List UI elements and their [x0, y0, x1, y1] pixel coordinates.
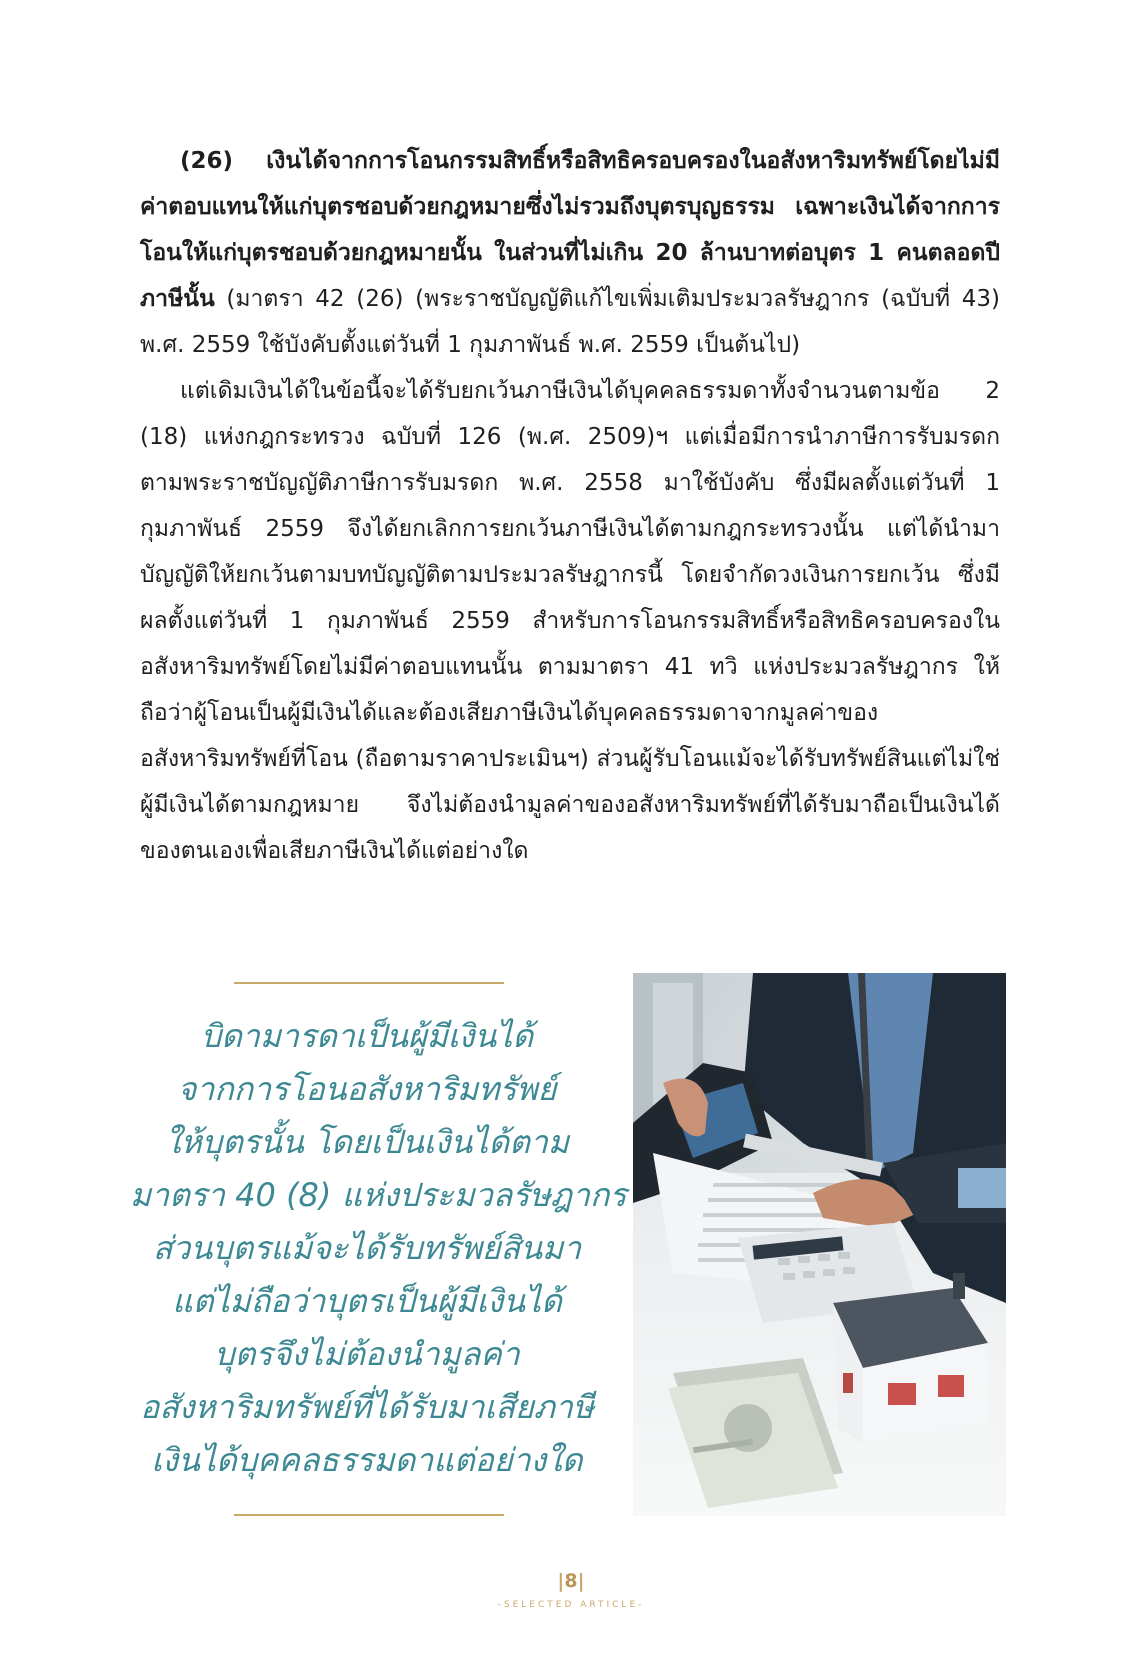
pull-quote-line: ให้บุตรนั้น โดยเป็นเงินได้ตาม — [165, 1123, 569, 1161]
page-number: |8| — [557, 1570, 585, 1592]
page-number-value: 8 — [564, 1570, 578, 1592]
pull-quote-line: ส่วนบุตรแม้จะได้รับทรัพย์สินมา — [152, 1229, 582, 1267]
photo-illustration — [633, 973, 1006, 1516]
pull-quote-line: มาตรา 40 (8) แห่งประมวลรัษฎากร — [130, 1176, 627, 1214]
pull-quote-line: แต่ไม่ถือว่าบุตรเป็นผู้มีเงินได้ — [172, 1282, 562, 1320]
pull-quote-line: อสังหาริมทรัพย์ที่ได้รับมาเสียภาษี — [140, 1388, 594, 1426]
pull-quote-line: บิดามารดาเป็นผู้มีเงินได้ — [200, 1017, 534, 1055]
paragraph-26-heading: (26) เงินได้จากการโอนกรรมสิทธิ์หรือสิทธิครอบครองในอสังหาริมทรัพย์โดยไม่มีค่าตอบแทนให้แก่บุตรชอบด้วยกฎหมายซึ่งไม่รวมถึงบุตรบุญธรรม เฉพาะเงินได้จากการโอนให้แก่บุตรชอบด้วยกฎหมายนั้น ในส่วนที่ไม่เกิน 20 ล้านบาทต่อบุตร 1 คนตลอดปีภาษีนั้น — [140, 148, 1000, 312]
section-caption: -SELECTED ARTICLE- — [497, 1600, 645, 1610]
pull-quote-line: จากการโอนอสังหาริมทรัพย์ — [177, 1070, 557, 1108]
quote-divider-bottom — [234, 1514, 504, 1516]
pull-quote — [130, 1010, 627, 1487]
pull-quote-line: บุตรจึงไม่ต้องนำมูลค่า — [214, 1335, 520, 1373]
article-body — [140, 138, 1000, 874]
photo-house-documents — [633, 973, 1006, 1516]
quote-divider-top — [234, 982, 504, 984]
pull-quote-line: เงินได้บุคคลธรรมดาแต่อย่างใด — [151, 1441, 583, 1479]
paragraph-26 — [140, 138, 1000, 368]
paragraph-history: แต่เดิมเงินได้ในข้อนี้จะได้รับยกเว้นภาษีเงินได้บุคคลธรรมดาทั้งจำนวนตามข้อ 2 (18) แห่งกฎกระทรวง ฉบับที่ 126 (พ.ศ. 2509)ฯ แต่เมื่อมีการนำภาษีการรับมรดกตามพระราชบัญญัติภาษีการรับมรดก พ.ศ. 2558 มาใช้บังคับ ซึ่งมีผลตั้งแต่วันที่ 1 กุมภาพันธ์ 2559 จึงได้ยกเลิกการยกเว้นภาษีเงินได้ตามกฎกระทรวงนั้น แต่ได้นำมาบัญญัติให้ยกเว้นตามบทบัญญัติตามประมวลรัษฎากรนี้ โดยจำกัดวงเงินการยกเว้น ซึ่งมีผลตั้งแต่วันที่ 1 กุมภาพันธ์ 2559 สำหรับการโอนกรรมสิทธิ์หรือสิทธิครอบครองในอสังหาริมทรัพย์โดยไม่มีค่าตอบแทนนั้น ตามมาตรา 41 ทวิ แห่งประมวลรัษฎากร ให้ถือว่าผู้โอนเป็นผู้มีเงินได้และต้องเสียภาษีเงินได้บุคคลธรรมดาจากมูลค่าของอสังหาริมทรัพย์ที่โอน (ถือตามราคาประเมินฯ) ส่วนผู้รับโอนแม้จะได้รับทรัพย์สินแต่ไม่ใช่ผู้มีเงินได้ตามกฎหมาย จึงไม่ต้องนำมูลค่าของอสังหาริมทรัพย์ที่ได้รับมาถือเป็นเงินได้ของตนเองเพื่อเสียภาษีเงินได้แต่อย่างใด — [140, 378, 1000, 864]
paragraph-26-reference: (มาตรา 42 (26) (พระราชบัญญัติแก้ไขเพิ่มเติมประมวลรัษฎากร (ฉบับที่ 43) พ.ศ. 2559 ใช้บังคับตั้งแต่วันที่ 1 กุมภาพันธ์ พ.ศ. 2559 เป็นต้นไป) — [140, 286, 1000, 358]
